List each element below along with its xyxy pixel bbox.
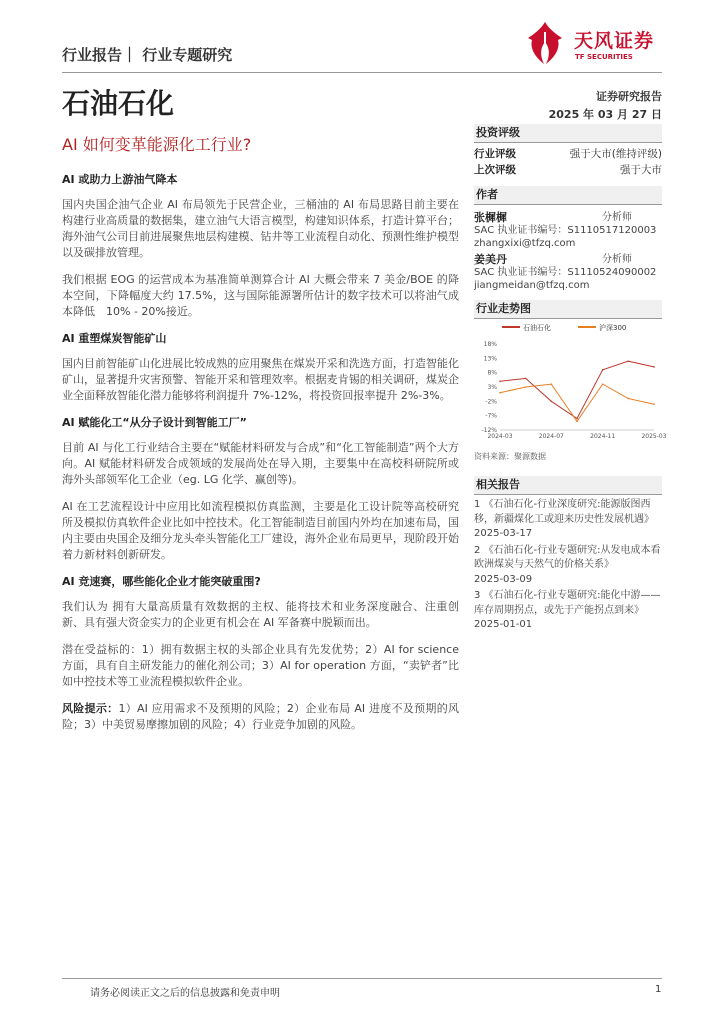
rating-key: 行业评级: [474, 148, 516, 160]
company-logo: [520, 18, 670, 68]
data-point: [628, 360, 630, 362]
related-title: 《石油石化-行业深度研究:能源版图西移，新疆煤化工或迎来历史性发展机遇》: [474, 499, 654, 525]
data-point: [576, 421, 578, 423]
analyst-role: 分析师: [602, 254, 632, 265]
rating-value: 强于大市: [620, 164, 662, 176]
rating-row: [474, 146, 662, 162]
y-tick-label: -7%: [485, 412, 497, 420]
paragraph: 目前 AI 与化工行业结合主要在“赋能材料研发与合成”和“化工智能制造”两个大方向。AI 赋能材料研发合成领域的发展尚处在导入期，主要集中在高校科研院所或海外头部领军化工企业（eg. LG 化学、赢创等)。: [62, 441, 459, 486]
y-tick-label: -12%: [481, 427, 497, 434]
related-block: [474, 476, 662, 635]
rating-heading: 投资评级: [474, 124, 662, 143]
section-heading: AI 赋能化工“从分子设计到智能工厂”: [62, 416, 247, 429]
trend-heading-block: [474, 300, 662, 319]
report-category: 行业报告｜ 行业专题研究: [62, 46, 233, 64]
section-heading: AI 或助力上游油气降本: [62, 173, 178, 186]
page-number: 1: [655, 984, 662, 995]
analyst-entry: [474, 253, 662, 292]
legend-swatch-0: [502, 326, 520, 328]
header-divider: [62, 72, 662, 73]
paragraph: 国内央国企油气企业 AI 布局领先于民营企业，三桶油的 AI 布局思路目前主要在构建行业高质量的数据集，建立油气大语言模型，构建知识体系，打造计算平台；海外油气公司目前进展聚焦地层构建模、钻井等工业流程自动化、预测性维护模型以及碳排放管理。: [62, 198, 459, 259]
data-point: [525, 386, 527, 388]
analyst-entry: [474, 211, 662, 250]
y-tick-label: -2%: [485, 398, 497, 406]
y-tick-label: 18%: [483, 341, 497, 348]
rating-block: [474, 124, 662, 178]
related-item[interactable]: [474, 498, 662, 542]
x-tick-label: 2024-07: [538, 433, 564, 440]
footer-divider: [62, 978, 662, 979]
legend-swatch-1: [578, 326, 596, 328]
related-title: 《石油石化-行业专题研究:能化中游——库存周期拐点，或先于产能拐点到来》: [474, 590, 661, 616]
y-tick-label: 8%: [487, 369, 497, 377]
data-point: [551, 383, 553, 385]
y-tick-label: 3%: [487, 384, 497, 391]
related-date: 2025-01-01: [474, 619, 533, 630]
analyst-name: 张樨樨: [474, 211, 507, 224]
trend-heading: 行业走势图: [474, 300, 662, 319]
data-point: [653, 403, 655, 405]
series-line-1: [500, 384, 654, 421]
data-point: [653, 366, 655, 368]
analyst-sac: SAC 执业证书编号：S1110524090002: [474, 267, 657, 278]
section-coal: [62, 331, 459, 404]
data-point: [551, 401, 553, 403]
rating-value: 强于大市(维持评级): [569, 148, 662, 160]
paragraph: 我们认为 拥有大量高质量有效数据的主权、能将技术和业务深度融合、注重创新、具有强大资金实力的企业更有机会在 AI 军备赛中脱颖而出。: [62, 600, 459, 629]
tf-logo-icon: [520, 18, 570, 68]
related-title: 《石油石化-行业专题研究:从发电成本看欧洲煤炭与天然气的价格关系》: [474, 544, 661, 570]
paragraph: AI 在工艺流程设计中应用比如流程模拟仿真监测，主要是化工设计院等高校研究所及模拟仿真软件企业比如中控技术。化工智能制造目前国内外均在加速布局，国内主要由央国企及细分龙头牵头智能化工厂建设，海外企业布局更早，现阶段开始着力新材料创新研发。: [62, 500, 459, 561]
related-heading: 相关报告: [474, 476, 662, 495]
analyst-role: 分析师: [602, 212, 632, 223]
rating-row: [474, 162, 662, 178]
data-point: [576, 418, 578, 420]
report-title: AI 如何变革能源化工行业?: [62, 135, 252, 154]
related-item[interactable]: [474, 544, 662, 588]
section-heading: AI 竞速赛，哪些能化企业才能突破重围?: [62, 575, 261, 588]
analyst-email[interactable]: zhangxixi@tfzq.com: [474, 238, 576, 249]
legend-label-1: 沪深300: [599, 324, 627, 332]
analyst-sac: SAC 执业证书编号：S1110517120003: [474, 225, 657, 236]
x-tick-label: 2024-03: [487, 433, 513, 440]
risk-text: 1）AI 应用需求不及预期的风险；2）企业布局 AI 进度不及预期的风险；3）中美贸易摩擦加剧的风险；4）行业竞争加剧的风险。: [62, 702, 459, 731]
section-chemical: [62, 415, 459, 563]
authors-block: [474, 186, 662, 292]
data-point: [602, 383, 604, 385]
related-date: 2025-03-09: [474, 573, 533, 585]
report-type: 证券研究报告: [596, 90, 662, 103]
paragraph: 国内目前智能矿山化进展比较成熟的应用聚焦在煤炭开采和洗选方面，打造智能化矿山，显著提升灾害预警、智能开采和管理效率。根据麦肯锡的相关调研，煤炭企业全面释放智能化潜力能够将利润提升 7%-12%，将投资回报率提升 2%-3%。: [62, 357, 459, 402]
y-tick-label: 13%: [483, 355, 497, 363]
legend-label-0: 石油石化: [523, 324, 551, 332]
related-num: 1: [474, 499, 481, 510]
report-date: 2025 年 03 月 27 日: [548, 108, 662, 121]
data-point: [499, 392, 501, 394]
footer-disclaimer[interactable]: 请务必阅读正文之后的信息披露和免责申明: [90, 988, 280, 999]
chart-source: 资料来源：聚源数据: [474, 452, 546, 461]
risk-warning: [62, 701, 459, 733]
x-tick-label: 2025-03: [641, 433, 667, 440]
paragraph: 潜在受益标的：1）拥有数据主权的头部企业具有先发优势；2）AI for science 方面，具有自主研发能力的催化剂公司；3）AI for operation 方面，“卖铲者”比如中控技术等工业流程模拟软件企业。: [62, 643, 459, 688]
data-point: [499, 380, 501, 382]
data-point: [602, 369, 604, 371]
logo-english-name: TF SECURITIES: [575, 53, 633, 61]
related-date: 2025-03-17: [474, 528, 533, 539]
chart-legend: [502, 323, 626, 332]
related-num: 3: [474, 590, 481, 601]
sector-title: 石油石化: [62, 87, 175, 120]
section-upstream: [62, 172, 459, 320]
data-point: [525, 378, 527, 380]
analyst-email[interactable]: jiangmeidan@tfzq.com: [474, 280, 590, 291]
risk-label: 风险提示：: [62, 702, 119, 715]
logo-chinese-name: 天风证券: [574, 30, 655, 52]
data-point: [628, 398, 630, 400]
related-item[interactable]: [474, 589, 662, 633]
authors-heading: 作者: [474, 186, 662, 205]
series-line-0: [500, 361, 654, 418]
related-num: 2: [474, 544, 481, 556]
rating-key: 上次评级: [474, 164, 516, 176]
section-heading: AI 重塑煤炭智能矿山: [62, 332, 167, 345]
analyst-name: 姜美丹: [474, 253, 507, 266]
paragraph: 我们根据 EOG 的运营成本为基准简单测算合计 AI 大概会带来 7 美金/BOE 的降本空间，下降幅度大约 17.5%，这与国际能源署所估计的数字技术可以将油气成本降低 10% - 20%接近。: [62, 273, 459, 318]
industry-trend-chart: [474, 318, 667, 448]
section-competition: [62, 574, 459, 690]
main-content: [62, 172, 459, 744]
x-tick-label: 2024-11: [590, 433, 616, 440]
